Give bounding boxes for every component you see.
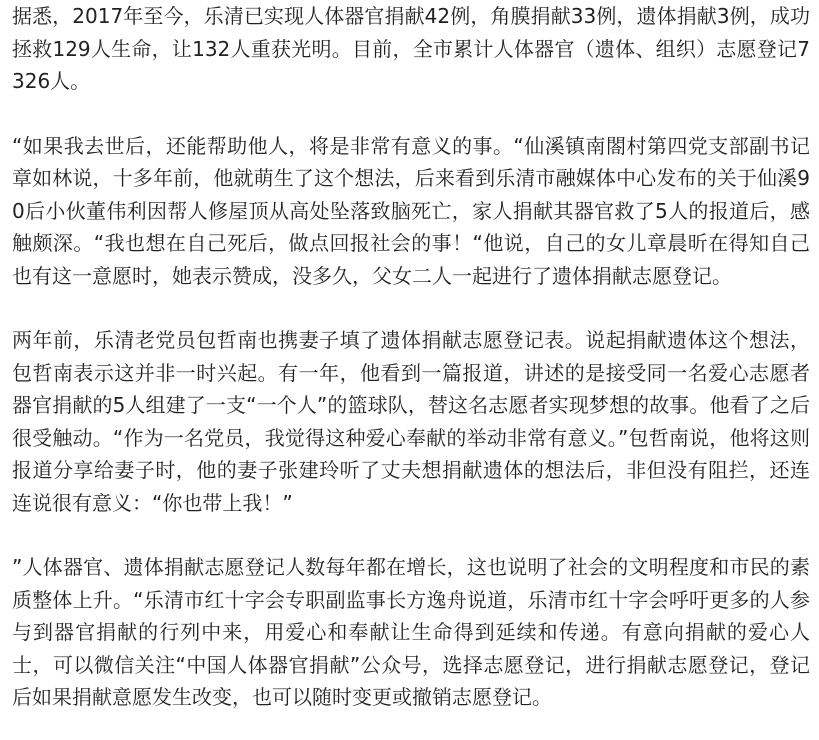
article-body [12,0,810,714]
paragraph-zhang-rulin: “如果我去世后，还能帮助他人，将是非常有意义的事。“仙溪镇南閤村第四党支部副书记章如林说，十多年前，他就萌生了这个想法，后来看到乐清市融媒体中心发布的关于仙溪90后小伙董伟利因帮人修屋顶从高处坠落致脑死亡，家人捐献其器官救了5人的报道后，感触颇深。“我也想在自己死后，做点回报社会的事！“他说，自己的女儿章晨昕在得知自己也有这一意愿时，她表示赞成，没多久，父女二人一起进行了遗体捐献志愿登记。 [12,133,810,288]
paragraph-red-cross-appeal: ”人体器官、遗体捐献志愿登记人数每年都在增长，这也说明了社会的文明程度和市民的素质整体上升。“乐清市红十字会专职副监事长方逸舟说道，乐清市红十字会呼吁更多的人参与到器官捐献的行列中来，用爱心和奉献让生命得到延续和传递。有意向捐献的爱心人士，可以微信关注“中国人体器官捐献”公众号，选择志愿登记，进行捐献志愿登记，登记后如果捐献意愿发生改变，也可以随时变更或撤销志愿登记。 [12,555,810,709]
paragraph-statistics: 据悉，2017年至今，乐清已实现人体器官捐献42例，角膜捐献33例，遗体捐献3例，成功拯救129人生命，让132人重获光明。目前，全市累计人体器官（遗体、组织）志愿登记7326人。 [12,4,810,93]
paragraph-bao-zhenan: 两年前，乐清老党员包哲南也携妻子填了遗体捐献志愿登记表。说起捐献遗体这个想法，包哲南表示这并非一时兴起。有一年，他看到一篇报道，讲述的是接受同一名爱心志愿者器官捐献的5人组建了一支“一个人”的篮球队，替这名志愿者实现梦想的故事。他看了之后很受触动。“作为一名党员，我觉得这种爱心奉献的举动非常有意义。”包哲南说，他将这则报道分享给妻子时，他的妻子张建玲听了丈夫想捐献遗体的想法后，非但没有阻拦，还连连说很有意义：“你也带上我！” [12,328,810,515]
